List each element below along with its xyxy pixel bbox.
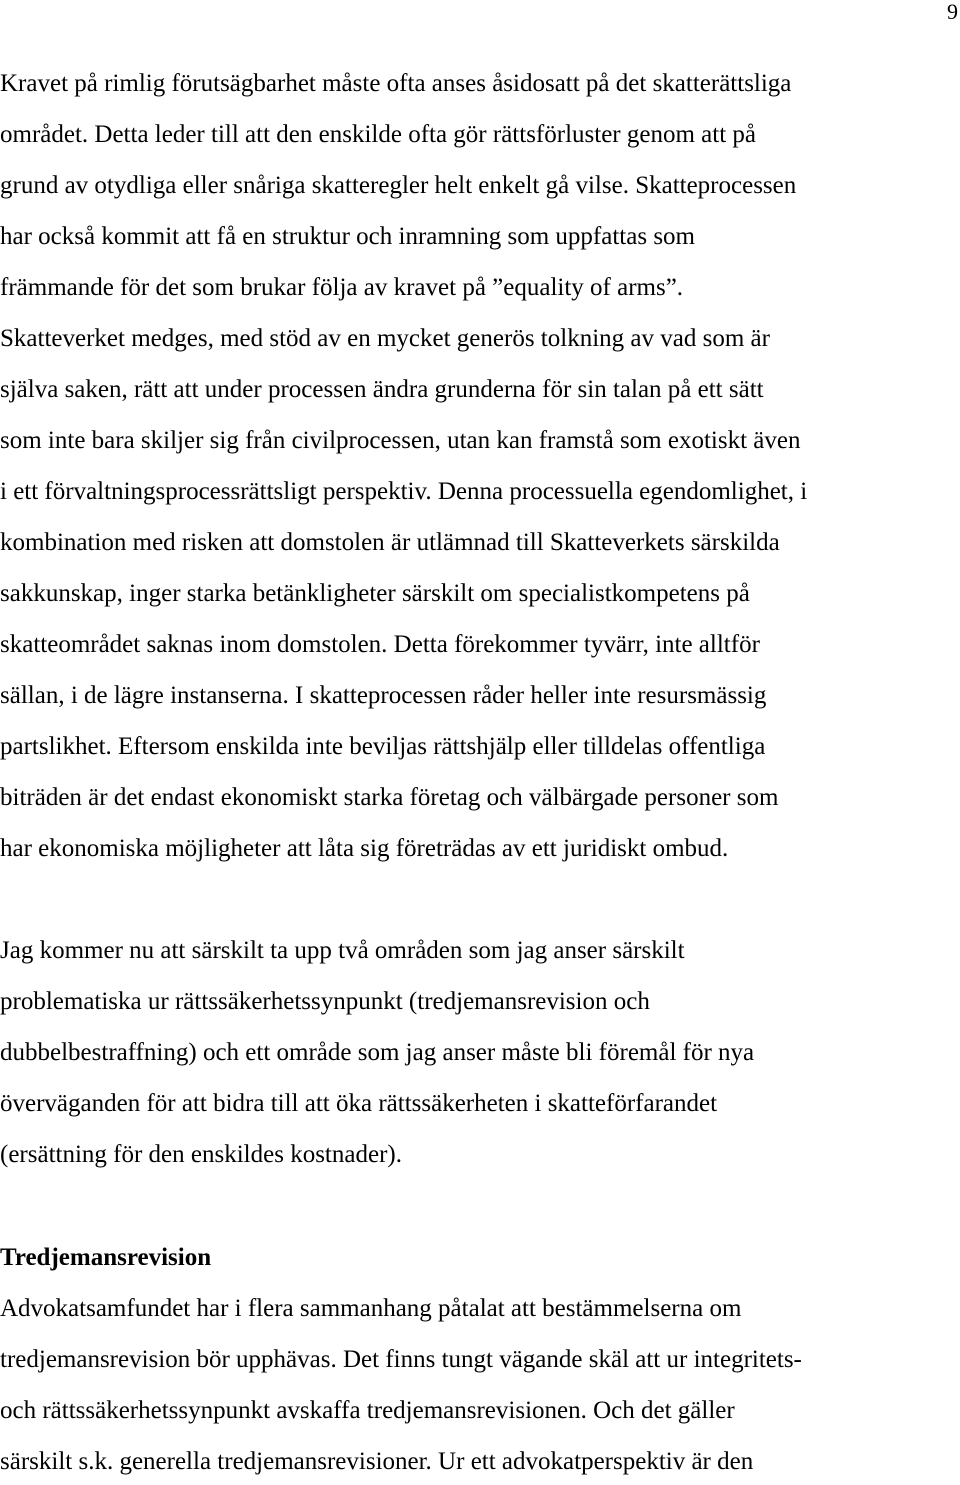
section-heading: Tredjemansrevision — [0, 1244, 212, 1271]
text-line: som inte bara skiljer sig från civilprocessen, utan kan framstå som exotiskt även — [0, 427, 801, 454]
text-line: Jag kommer nu att särskilt ta upp två områden som jag anser särskilt — [0, 937, 685, 964]
text-line: området. Detta leder till att den enskilde ofta gör rättsförluster genom att på — [0, 121, 756, 148]
text-line: själva saken, rätt att under processen ändra grunderna för sin talan på ett sätt — [0, 376, 764, 403]
text-line: har ekonomiska möjligheter att låta sig företrädas av ett juridiskt ombud. — [0, 835, 729, 862]
text-line: tredjemansrevision bör upphävas. Det finns tungt vägande skäl att ur integritets- — [0, 1346, 802, 1373]
text-line: särskilt s.k. generella tredjemansrevisioner. Ur ett advokatperspektiv är den — [0, 1448, 754, 1475]
text-line: sakkunskap, inger starka betänkligheter särskilt om specialistkompetens på — [0, 580, 750, 607]
text-line: och rättssäkerhetssynpunkt avskaffa tredjemansrevisionen. Och det gäller — [0, 1397, 735, 1424]
text-line: kombination med risken att domstolen är utlämnad till Skatteverkets särskilda — [0, 529, 780, 556]
text-line: sällan, i de lägre instanserna. I skatteprocessen råder heller inte resursmässig — [0, 682, 767, 709]
text-line: främmande för det som brukar följa av kravet på ”equality of arms”. — [0, 274, 684, 301]
text-line: Kravet på rimlig förutsägbarhet måste ofta anses åsidosatt på det skatterättsliga — [0, 70, 792, 97]
text-line: skatteområdet saknas inom domstolen. Detta förekommer tyvärr, inte alltför — [0, 631, 760, 658]
text-line: dubbelbestraffning) och ett område som jag anser måste bli föremål för nya — [0, 1039, 755, 1066]
text-line: partslikhet. Eftersom enskilda inte beviljas rättshjälp eller tilldelas offentliga — [0, 733, 766, 760]
text-line: (ersättning för den enskildes kostnader). — [0, 1141, 402, 1168]
text-line: Skatteverket medges, med stöd av en mycket generös tolkning av vad som är — [0, 325, 770, 352]
text-line: biträden är det endast ekonomiskt starka företag och välbärgade personer som — [0, 784, 779, 811]
text-line: Advokatsamfundet har i flera sammanhang påtalat att bestämmelserna om — [0, 1295, 742, 1322]
text-line: grund av otydliga eller snåriga skatteregler helt enkelt gå vilse. Skatteprocessen — [0, 172, 797, 199]
page-number: 9 — [947, 0, 958, 24]
text-line: överväganden för att bidra till att öka rättssäkerheten i skatteförfarandet — [0, 1090, 718, 1117]
text-line: i ett förvaltningsprocessrättsligt perspektiv. Denna processuella egendomlighet, i — [0, 478, 808, 505]
text-line: har också kommit att få en struktur och inramning som uppfattas som — [0, 223, 695, 250]
text-line: problematiska ur rättssäkerhetssynpunkt (tredjemansrevision och — [0, 988, 650, 1015]
